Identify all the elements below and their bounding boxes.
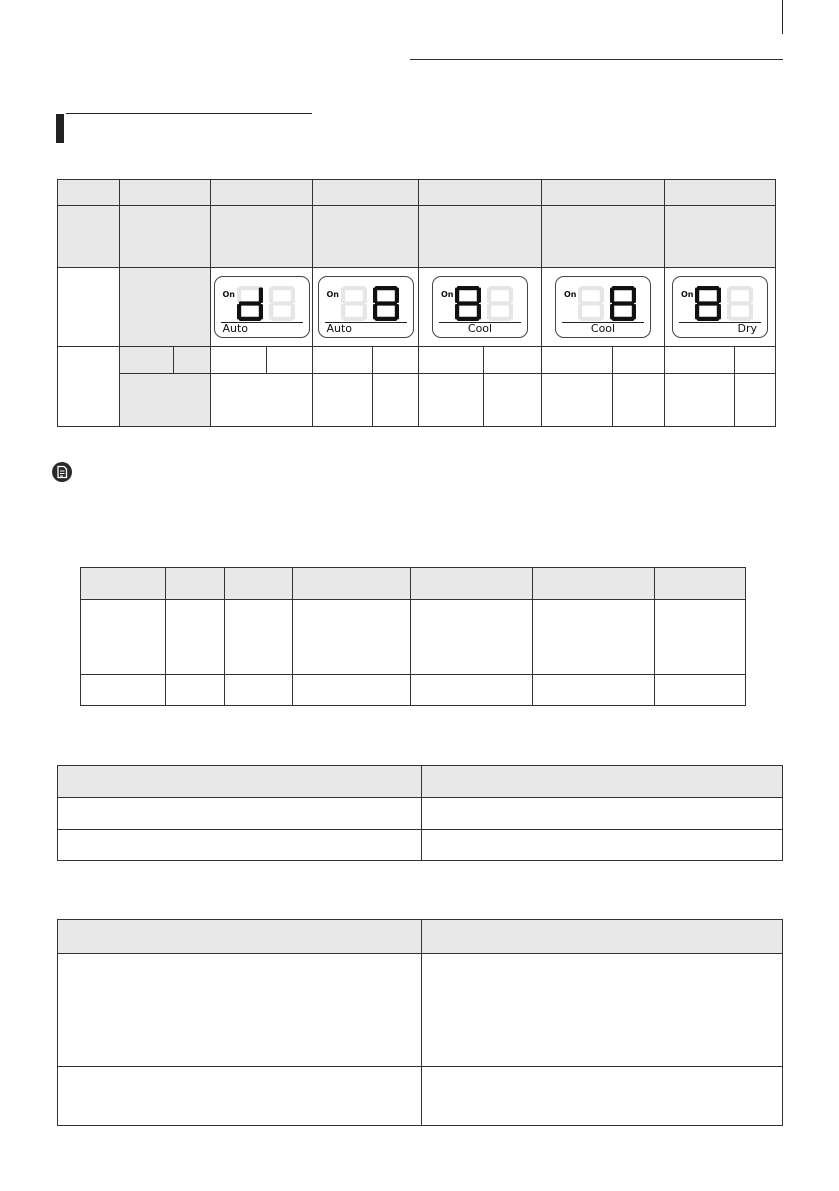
table-header-cell <box>58 180 120 206</box>
table-cell <box>665 206 776 268</box>
table-row <box>58 1067 783 1126</box>
table-cell <box>293 600 411 675</box>
two-column-table-b <box>57 919 783 1126</box>
table-header-row <box>58 180 776 206</box>
crop-mark <box>782 0 783 34</box>
table-cell <box>313 206 419 268</box>
table-header-cell <box>313 180 419 206</box>
table-header-cell <box>211 180 313 206</box>
table-header-cell <box>422 920 783 954</box>
lcd-segment <box>269 288 273 304</box>
lcd-segment <box>394 288 398 304</box>
lcd-segment <box>600 288 604 304</box>
header-rule <box>410 59 783 60</box>
table-cell <box>422 798 783 830</box>
table-cell <box>735 347 776 374</box>
table-header-cell <box>655 568 746 600</box>
lcd-display <box>318 276 414 338</box>
lcd-digits <box>576 286 638 321</box>
lcd-segment <box>697 317 719 321</box>
table-header-cell <box>533 568 655 600</box>
lcd-segment <box>373 288 377 304</box>
table-cell <box>613 347 665 374</box>
table-cell <box>542 347 613 374</box>
table-cell <box>373 374 419 427</box>
lcd-on-label: On <box>564 290 577 299</box>
table-cell <box>58 268 120 347</box>
lcd-segment <box>362 288 366 304</box>
table-cell <box>373 347 419 374</box>
mode-table <box>57 179 776 427</box>
table-cell <box>419 374 484 427</box>
lcd-segment <box>580 301 602 305</box>
table-cell <box>533 675 655 706</box>
lcd-segment <box>610 288 614 304</box>
lcd-segment <box>269 304 273 320</box>
table-cell <box>174 347 211 374</box>
table-header-cell <box>166 568 225 600</box>
lcd-segment <box>729 301 751 305</box>
lcd-on-label: On <box>326 290 339 299</box>
lcd-segment <box>610 304 614 320</box>
lcd-segment <box>271 286 293 290</box>
lcd-segment <box>239 286 261 290</box>
lcd-mode-label: Cool <box>467 322 493 335</box>
lcd-segment <box>697 286 719 290</box>
lcd-segment <box>580 317 602 321</box>
table-header-row <box>81 568 746 600</box>
lcd-segment <box>580 286 602 290</box>
lcd-segment <box>612 286 634 290</box>
lcd-on-label: On <box>681 290 694 299</box>
lcd-segment <box>727 304 731 320</box>
table-cell <box>211 206 313 268</box>
table-cell <box>735 374 776 427</box>
table-row <box>58 347 776 374</box>
lcd-segment <box>455 304 459 320</box>
lcd-segment <box>375 317 397 321</box>
table-row <box>58 374 776 427</box>
lcd-cell <box>211 268 313 347</box>
lcd-segment <box>487 304 491 320</box>
lcd-segment <box>727 288 731 304</box>
table-cell <box>120 206 211 268</box>
section-title-rule <box>66 113 312 114</box>
lcd-segment <box>489 286 511 290</box>
lcd-segment <box>749 288 753 304</box>
table-cell <box>533 600 655 675</box>
lcd-display <box>555 276 651 338</box>
lcd-display <box>432 276 528 338</box>
table-header-cell <box>120 180 211 206</box>
table-cell <box>293 675 411 706</box>
table-header-cell <box>419 180 542 206</box>
table-cell <box>120 374 211 427</box>
table-header-cell <box>58 920 422 954</box>
lcd-segment <box>341 304 345 320</box>
lcd-segment <box>290 288 294 304</box>
lcd-cell <box>419 268 542 347</box>
table-cell <box>411 675 533 706</box>
table-cell <box>419 206 542 268</box>
lcd-segment <box>509 288 513 304</box>
table-cell <box>58 206 120 268</box>
lcd-segment <box>632 288 636 304</box>
table-cell <box>422 1067 783 1126</box>
table-row <box>58 954 783 1067</box>
lcd-digits <box>235 286 297 321</box>
table-cell <box>411 600 533 675</box>
lcd-segment <box>258 288 262 304</box>
table-cell <box>484 374 542 427</box>
lcd-segment <box>489 301 511 305</box>
table-cell <box>225 600 293 675</box>
table-cell <box>313 347 373 374</box>
table-cell <box>58 954 422 1067</box>
table-cell <box>58 830 422 861</box>
lcd-mode-label: Auto <box>326 322 353 335</box>
lcd-segment <box>375 301 397 305</box>
lcd-segment <box>487 288 491 304</box>
table-header-cell <box>58 766 422 798</box>
table-cell <box>267 347 313 374</box>
table-cell <box>419 347 484 374</box>
lcd-segment <box>237 304 241 320</box>
lcd-segment <box>373 304 377 320</box>
two-column-table-a <box>57 765 783 861</box>
lcd-segment <box>271 317 293 321</box>
lcd-mode-label: Cool <box>590 322 616 335</box>
lcd-segment <box>578 288 582 304</box>
lcd-segment <box>455 288 459 304</box>
lcd-digits <box>693 286 755 321</box>
lcd-cell <box>313 268 419 347</box>
table-cell <box>211 347 267 374</box>
table-cell <box>542 374 613 427</box>
lcd-digits <box>453 286 515 321</box>
table-cell <box>58 798 422 830</box>
lcd-mode-label: Auto <box>222 322 249 335</box>
note-icon <box>52 462 72 482</box>
lcd-segment <box>457 301 479 305</box>
lcd-segment <box>729 286 751 290</box>
lcd-segment <box>717 288 721 304</box>
lcd-segment <box>375 286 397 290</box>
lcd-segment <box>489 317 511 321</box>
table-cell <box>484 347 542 374</box>
table-header-cell <box>542 180 665 206</box>
lcd-cell <box>665 268 776 347</box>
table-cell <box>58 347 120 427</box>
table-cell <box>58 1067 422 1126</box>
table-row <box>58 798 783 830</box>
lcd-segment <box>695 288 699 304</box>
table-row <box>58 830 783 861</box>
table-cell <box>655 600 746 675</box>
lcd-segment <box>239 317 261 321</box>
table-cell <box>166 675 225 706</box>
table-cell <box>81 675 166 706</box>
table-cell <box>81 600 166 675</box>
table-cell <box>542 206 665 268</box>
table-cell <box>166 600 225 675</box>
lcd-segment <box>477 288 481 304</box>
lcd-segment <box>612 317 634 321</box>
lcd-on-label: On <box>441 290 454 299</box>
lcd-segment <box>237 288 241 304</box>
table-row <box>81 675 746 706</box>
table-cell <box>655 675 746 706</box>
table-cell <box>613 374 665 427</box>
lcd-segment <box>457 286 479 290</box>
table-header-row <box>58 920 783 954</box>
table-header-cell <box>225 568 293 600</box>
lcd-display <box>214 276 310 338</box>
spec-table <box>80 567 746 706</box>
lcd-segment <box>343 286 365 290</box>
lcd-segment <box>697 301 719 305</box>
table-cell <box>665 374 735 427</box>
table-cell <box>120 268 211 347</box>
lcd-segment <box>578 304 582 320</box>
lcd-segment <box>271 301 293 305</box>
table-cell <box>422 954 783 1067</box>
table-row <box>58 206 776 268</box>
lcd-segment <box>612 301 634 305</box>
lcd-digits <box>339 286 401 321</box>
lcd-segment <box>457 317 479 321</box>
lcd-segment <box>729 317 751 321</box>
table-row <box>81 600 746 675</box>
table-header-cell <box>81 568 166 600</box>
lcd-mode-label: Dry <box>737 322 757 335</box>
lcd-segment <box>343 317 365 321</box>
table-header-cell <box>665 180 776 206</box>
table-header-cell <box>411 568 533 600</box>
lcd-on-label: On <box>222 290 235 299</box>
table-cell <box>422 830 783 861</box>
table-cell <box>665 347 735 374</box>
lcd-cell <box>542 268 665 347</box>
table-cell <box>211 374 313 427</box>
lcd-segment <box>239 301 261 305</box>
lcd-segment <box>343 301 365 305</box>
display-row <box>58 268 776 347</box>
table-cell <box>225 675 293 706</box>
lcd-display <box>672 276 768 338</box>
lcd-segment <box>695 304 699 320</box>
table-cell <box>313 374 373 427</box>
table-cell <box>120 347 174 374</box>
lcd-segment <box>341 288 345 304</box>
table-header-row <box>58 766 783 798</box>
section-title-bar <box>56 114 64 143</box>
table-header-cell <box>422 766 783 798</box>
table-header-cell <box>293 568 411 600</box>
